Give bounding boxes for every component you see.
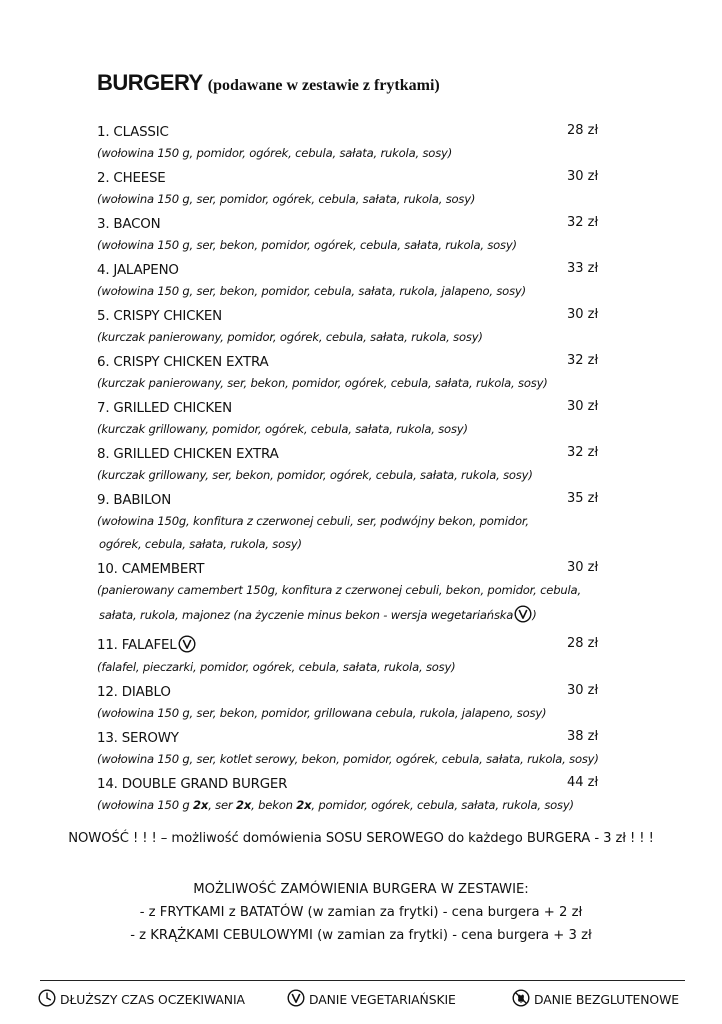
- item-name: 12. DIABLO: [97, 685, 171, 700]
- item-price: 44 zł: [567, 775, 599, 790]
- item-price: 32 zł: [567, 445, 599, 460]
- description-part: 2x: [193, 798, 209, 812]
- menu-title: [97, 70, 440, 96]
- item-name: 7. GRILLED CHICKEN: [97, 401, 232, 416]
- legend-label: DANIE VEGETARIAŃSKIE: [309, 992, 456, 1007]
- item-name: 10. CAMEMBERT: [97, 562, 205, 577]
- item-price: 33 zł: [567, 261, 599, 276]
- item-name: 9. BABILON: [97, 493, 172, 508]
- item-name: 1. CLASSIC: [97, 125, 169, 140]
- item-name: 3. BACON: [97, 217, 161, 232]
- combo-options: [0, 878, 722, 947]
- item-description: (wołowina 150 g, ser, bekon, pomidor, grillowana cebula, rukola, jalapeno, sosy): [97, 706, 547, 720]
- description-part: , pomidor, ogórek, cebula, sałata, rukola, sosy): [311, 798, 574, 812]
- item-description: (wołowina 150 g, ser, bekon, pomidor, ogórek, cebula, sałata, rukola, sosy): [97, 238, 517, 252]
- legend-item-gluten-free: [512, 989, 679, 1010]
- combo-option: - z FRYTKAMI z BATATÓW (w zamian za frytki) - cena burgera + 2 zł: [139, 905, 583, 920]
- menu-item: [97, 556, 617, 632]
- item-name: 5. CRISPY CHICKEN: [97, 309, 222, 324]
- item-description: (wołowina 150 g, ser, bekon, pomidor, cebula, sałata, rukola, jalapeno, sosy): [97, 284, 526, 298]
- item-price: 30 zł: [567, 683, 599, 698]
- menu-item: [97, 303, 617, 349]
- gluten-free-icon: [512, 989, 534, 1010]
- description-part: 2x: [296, 798, 312, 812]
- menu-item: [97, 211, 617, 257]
- item-description: (kurczak panierowany, pomidor, ogórek, cebula, sałata, rukola, sosy): [97, 330, 483, 344]
- item-description: (kurczak grillowany, ser, bekon, pomidor, ogórek, cebula, sałata, rukola, sosy): [97, 468, 533, 482]
- item-description: (wołowina 150 g, pomidor, ogórek, cebula, sałata, rukola, sosy): [97, 146, 453, 160]
- description-part: , bekon: [251, 798, 297, 812]
- description-line: ogórek, cebula, sałata, rukola, sosy): [99, 537, 302, 551]
- description-line: sałata, rukola, majonez (na życzenie minus bekon - wersja wegetariańska: [99, 608, 514, 622]
- legend-label: DŁUŻSZY CZAS OCZEKIWANIA: [60, 992, 245, 1007]
- section-subtitle: (podawane w zestawie z frytkami): [207, 77, 440, 94]
- vegetarian-v-icon: [178, 635, 196, 660]
- menu-item: [97, 395, 617, 441]
- description-line-end: ): [532, 608, 537, 622]
- item-description: [97, 510, 617, 556]
- item-price: 30 zł: [567, 399, 599, 414]
- item-description: (kurczak grillowany, pomidor, ogórek, cebula, sałata, rukola, sosy): [97, 422, 468, 436]
- item-description: [97, 579, 617, 632]
- menu-item: [97, 349, 617, 395]
- item-description: (falafel, pieczarki, pomidor, ogórek, cebula, sałata, rukola, sosy): [97, 660, 456, 674]
- description-part: 2x: [235, 798, 252, 812]
- menu-item: [97, 441, 617, 487]
- clock-icon: [38, 989, 60, 1010]
- item-name: 2. CHEESE: [97, 171, 166, 186]
- item-price: 28 zł: [567, 636, 599, 651]
- item-price: 38 zł: [567, 729, 599, 744]
- menu-item: [97, 771, 617, 817]
- description-line: (panierowany camembert 150g, konfitura z czerwonej cebuli, bekon, pomidor, cebula,: [97, 583, 581, 597]
- menu-item: [97, 632, 617, 679]
- item-price: 30 zł: [567, 169, 599, 184]
- item-description: (wołowina 150 g, ser, pomidor, ogórek, cebula, sałata, rukola, sosy): [97, 192, 476, 206]
- item-description: (kurczak panierowany, ser, bekon, pomidor, ogórek, cebula, sałata, rukola, sosy): [97, 376, 548, 390]
- cheese-sauce-notice: NOWOŚĆ ! ! ! – możliwość domówienia SOSU SEROWEGO do każdego BURGERA - 3 zł ! ! !: [68, 831, 654, 846]
- vegetarian-v-icon: [514, 605, 532, 632]
- description-line: (wołowina 150g, konfitura z czerwonej cebuli, ser, podwójny bekon, pomidor,: [97, 514, 529, 528]
- item-price: 30 zł: [567, 560, 599, 575]
- legend-label: DANIE BEZGLUTENOWE: [534, 992, 679, 1007]
- menu-item: [97, 725, 617, 771]
- item-price: 35 zł: [567, 491, 599, 506]
- menu-item: [97, 119, 617, 165]
- item-name: 4. JALAPENO: [97, 263, 179, 278]
- menu-item: [97, 487, 617, 556]
- description-part: (wołowina 150 g: [97, 798, 194, 812]
- menu-item: [97, 257, 617, 303]
- item-name: 6. CRISPY CHICKEN EXTRA: [97, 355, 269, 370]
- item-price: 28 zł: [567, 123, 599, 138]
- vegetarian-v-icon: [287, 989, 309, 1010]
- section-title: BURGERY: [97, 70, 203, 95]
- item-price: 30 zł: [567, 307, 599, 322]
- description-part: , ser: [208, 798, 236, 812]
- menu-item: [97, 165, 617, 211]
- item-price: 32 zł: [567, 353, 599, 368]
- combo-heading: MOŻLIWOŚĆ ZAMÓWIENIA BURGERA W ZESTAWIE:: [193, 882, 529, 897]
- item-description: (wołowina 150 g, ser, kotlet serowy, bekon, pomidor, ogórek, cebula, sałata, rukola, sosy): [97, 752, 599, 766]
- legend-item-clock: [38, 989, 245, 1010]
- legend: [38, 989, 688, 1011]
- item-name: 11. FALAFEL: [97, 638, 177, 653]
- burger-list: [97, 119, 617, 817]
- item-name: 8. GRILLED CHICKEN EXTRA: [97, 447, 279, 462]
- item-price: 32 zł: [567, 215, 599, 230]
- item-name: 14. DOUBLE GRAND BURGER: [97, 777, 288, 792]
- menu-item: [97, 679, 617, 725]
- item-description: [97, 794, 617, 817]
- item-name: 13. SEROWY: [97, 731, 179, 746]
- divider: [40, 980, 685, 981]
- combo-option: - z KRĄŻKAMI CEBULOWYMI (w zamian za frytki) - cena burgera + 3 zł: [130, 928, 592, 943]
- legend-item-vegetarian: [287, 989, 456, 1010]
